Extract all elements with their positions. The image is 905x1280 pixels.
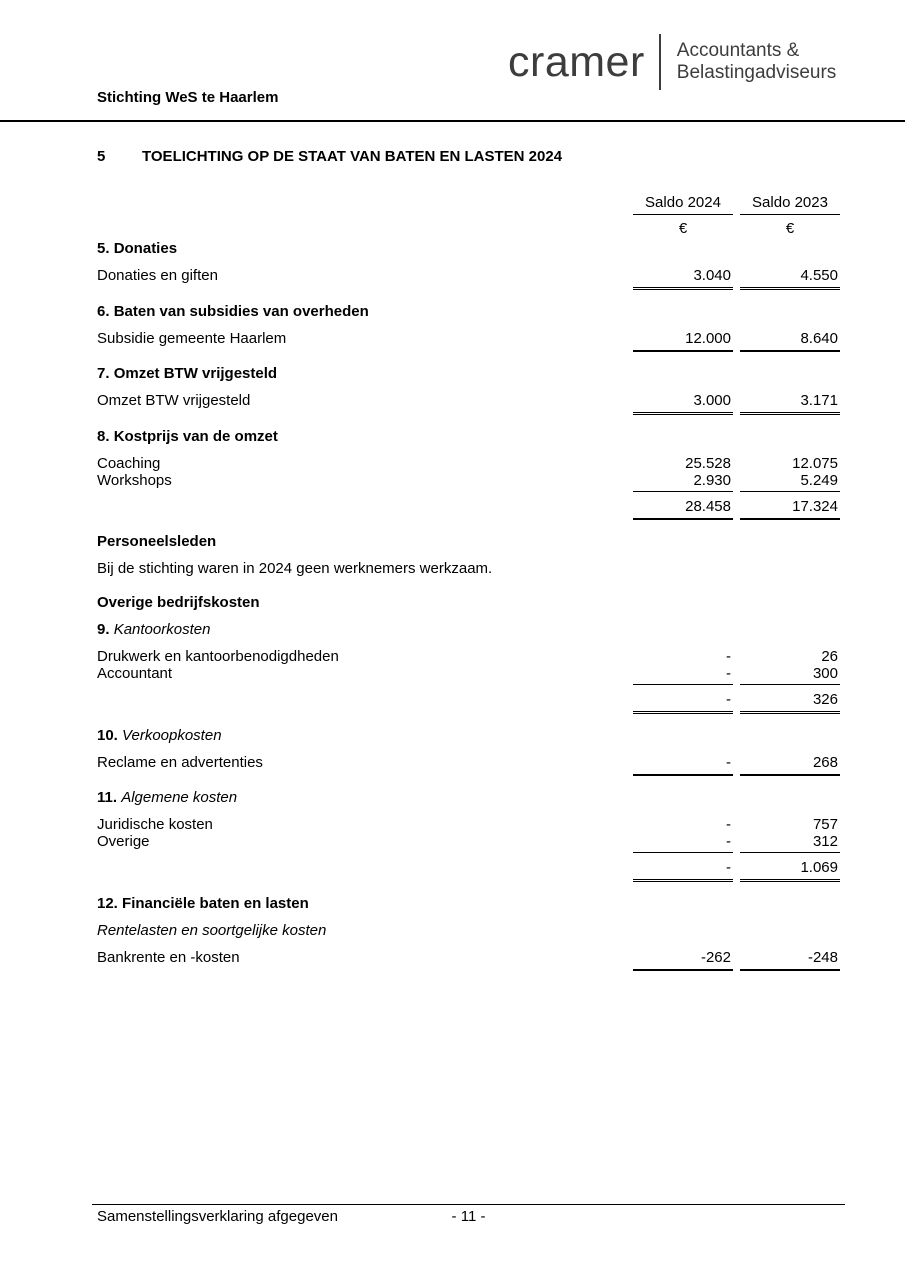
section-title: Financiële baten en lasten [122,894,309,912]
personeel-heading: Personeelsleden [97,533,217,550]
logo-tagline-line2: Belastingadviseurs [676,62,837,83]
table-row [97,754,840,771]
row-value-2024: - [726,648,731,665]
currency-symbol-2024: € [678,220,688,237]
row-value-2023: 8.640 [800,329,838,347]
section-omzet-btw [97,365,840,415]
section-number: 11. [97,789,118,806]
table-row [97,330,840,347]
section-number: 8. [97,427,110,445]
total-row [97,691,840,708]
rule-row [97,966,840,972]
rule-row [97,515,840,521]
row-value-2024: 12.000 [685,329,731,347]
section-title: Baten van subsidies van overheden [113,302,369,320]
rule-row [97,850,840,853]
total-value-2024: 28.458 [685,497,731,515]
row-label: Drukwerk en kantoorbenodigdheden [97,648,339,665]
row-value-2024: - [726,816,731,833]
row-label: Omzet BTW vrijgesteld [97,392,251,409]
row-label: Donaties en giften [97,267,218,284]
section-subsidies [97,303,840,353]
row-value-2024: 25.528 [685,454,731,472]
document-body [97,148,840,971]
table-column-headers [97,194,840,215]
section-title: Kostprijs van de omzet [113,427,278,445]
section-verkoopkosten [97,727,840,777]
currency-row [97,220,840,237]
rule-row [97,771,840,777]
section-heading [97,621,840,638]
row-value-2023: 300 [812,665,838,682]
rule-row [97,708,840,714]
section-heading [97,428,840,445]
total-value-2024: - [726,691,731,708]
total-value-2023: 17.324 [792,497,838,515]
section-title: Algemene kosten [121,789,238,806]
column-header-saldo-2023: Saldo 2023 [740,194,840,215]
page-footer [97,1204,840,1225]
row-value-2024: - [726,833,731,850]
section-number: 10. [97,726,118,744]
table-row [97,949,840,966]
currency-symbol-2023: € [785,220,795,237]
row-value-2024: - [726,753,731,771]
rule-row [97,489,840,492]
row-value-2023: 4.550 [800,267,838,284]
section-title: Kantoorkosten [113,621,211,638]
page-number: - 11 - [451,1208,486,1225]
section-heading [97,789,840,806]
total-value-2024: - [726,859,731,876]
row-value-2024: - [726,665,731,682]
row-label: Bankrente en -kosten [97,948,240,966]
logo-tagline-line1: Accountants & [676,40,800,61]
section-title: Verkoopkosten [122,726,222,744]
section-number: 5. [97,240,110,257]
rule-row [97,347,840,353]
section-heading [97,895,840,912]
table-row [97,455,840,472]
section-heading [97,240,840,257]
row-value-2023: 268 [812,753,838,771]
section-subtitle: Rentelasten en soortgelijke kosten [97,921,327,939]
table-row [97,665,840,682]
header-rule [0,120,905,122]
section-number: 7. [97,365,110,382]
logo-tagline [677,40,836,84]
column-header-saldo-2024: Saldo 2024 [633,194,733,215]
section-heading [97,303,840,320]
row-label: Overige [97,833,150,850]
row-value-2024: 2.930 [693,471,731,489]
row-value-2023: 312 [812,833,838,850]
row-label: Reclame en advertenties [97,753,263,771]
row-value-2024: 3.040 [693,267,731,284]
table-row [97,267,840,284]
total-value-2023: 1.069 [800,859,838,876]
section-heading [97,365,840,382]
total-row [97,498,840,515]
table-row [97,392,840,409]
rule-row [97,682,840,685]
rule-row [97,284,840,290]
row-value-2023: -248 [807,948,838,966]
row-label: Workshops [97,471,172,489]
section-title: Omzet BTW vrijgesteld [113,365,278,382]
overige-bedrijfskosten-heading: Overige bedrijfskosten [97,594,260,611]
table-row [97,833,840,850]
logo-brand-text: cramer [508,38,645,86]
company-name: Stichting WeS te Haarlem [97,89,279,106]
personeel-note: Bij de stichting waren in 2024 geen werknemers werkzaam. [97,560,493,577]
row-value-2023: 12.075 [792,454,838,472]
row-label: Subsidie gemeente Haarlem [97,329,287,347]
total-row [97,859,840,876]
row-value-2024: 3.000 [693,392,731,409]
footer-rule [92,1204,845,1205]
table-row [97,648,840,665]
section-algemene-kosten [97,789,840,882]
footer-statement: Samenstellingsverklaring afgegeven [97,1208,338,1225]
section-title: Donaties [113,240,178,257]
page-title-text: TOELICHTING OP DE STAAT VAN BATEN EN LASTEN 2024 [142,148,563,165]
table-row [97,816,840,833]
total-value-2023: 326 [812,691,838,708]
page-title-number: 5 [97,148,106,165]
section-donaties [97,240,840,290]
section-financiele-baten-lasten [97,895,840,972]
row-label: Juridische kosten [97,816,213,833]
row-label: Coaching [97,454,161,472]
section-number: 9. [97,621,110,638]
section-heading [97,727,840,744]
table-row [97,472,840,489]
row-value-2023: 757 [812,816,838,833]
logo-divider-bar [659,34,661,90]
section-kostprijs [97,428,840,521]
rule-row [97,876,840,882]
rule-row [97,409,840,415]
row-value-2023: 26 [821,648,838,665]
page-header [0,0,905,120]
row-value-2023: 5.249 [800,471,838,489]
section-number: 12. [97,894,118,912]
row-value-2024: -262 [700,948,731,966]
row-value-2023: 3.171 [800,392,838,409]
section-number: 6. [97,302,110,320]
page-title [97,148,840,165]
cramer-logo [508,34,836,90]
section-kantoorkosten [97,621,840,714]
row-label: Accountant [97,665,173,682]
